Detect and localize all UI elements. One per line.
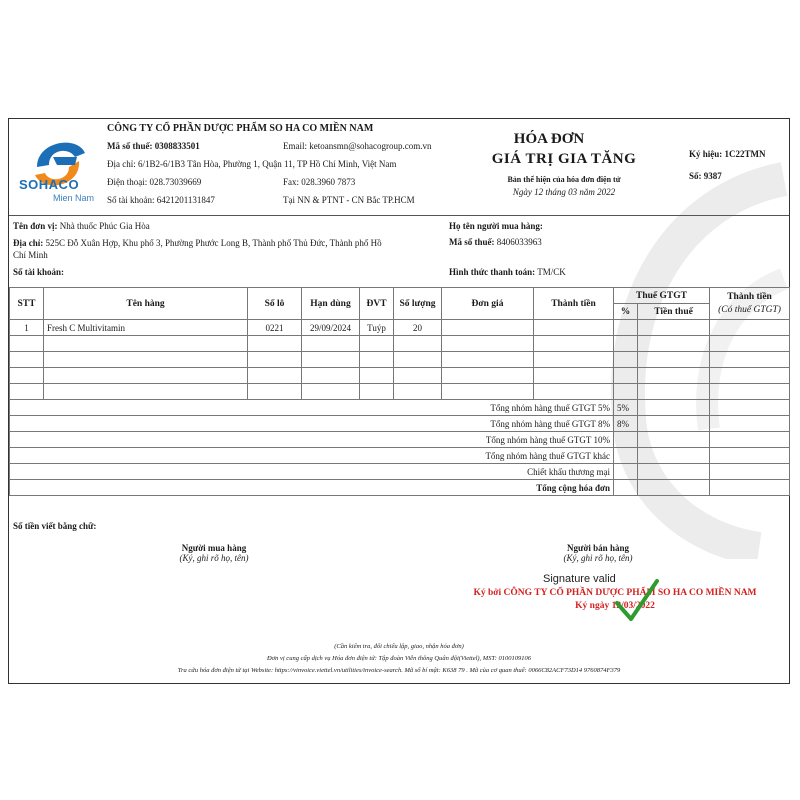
col-vat: Thuế GTGT: [614, 288, 710, 304]
seller-signature-note: (Ký, ghi rõ họ, tên): [563, 553, 633, 563]
summary-label: Tổng nhóm hàng thuế GTGT 8%: [44, 416, 614, 432]
summary-row-total: [10, 480, 790, 496]
buyer-address-line1: 525C Đỗ Xuân Hợp, Khu phố 3, Phường Phước Long B, Thành phố Thủ Đức, Thành phố Hồ: [45, 238, 382, 248]
col-amount: Thành tiền: [534, 288, 614, 320]
cell-vat-pct: [614, 320, 638, 336]
signature-valid-text: Signature valid: [543, 573, 616, 585]
invoice-sheet: [8, 118, 790, 684]
buyer-payment-label: Hình thức thanh toán:: [449, 267, 536, 277]
seller-signature-title: Người bán hàng: [567, 543, 629, 553]
footer-line-2: Đơn vị cung cấp dịch vụ Hóa đơn điện tử: Tập đoàn Viễn thông Quân đội(Viettel), MST: 0100109106: [266, 655, 532, 662]
cell-stt: 1: [10, 320, 44, 336]
col-vat-amount: Tiền thuế: [638, 304, 710, 320]
summary-pct: [614, 480, 638, 496]
col-name: Tên hàng: [44, 288, 248, 320]
cell-total: [710, 320, 790, 336]
cell-lot: 0221: [248, 320, 302, 336]
cell-price: [442, 320, 534, 336]
company-tax-label: Mã số thuế:: [107, 141, 153, 151]
seller-signature-block: [533, 543, 663, 563]
footer-line-1: (Cần kiểm tra, đối chiếu lập, giao, nhận hóa đơn): [334, 643, 464, 650]
company-address: Địa chỉ: 6/1B2-6/1B3 Tân Hòa, Phường 1, Quận 11, TP Hồ Chí Minh, Việt Nam: [107, 159, 397, 169]
cell-amount: [534, 320, 614, 336]
logo-subtext: Mien Nam: [53, 193, 95, 203]
summary-label: Tổng nhóm hàng thuế GTGT 10%: [44, 432, 614, 448]
summary-pct: 5%: [614, 400, 638, 416]
invoice-date: Ngày 12 tháng 03 năm 2022: [512, 187, 616, 197]
buyer-unit-label: Tên đơn vị:: [13, 221, 58, 231]
items-table: [9, 287, 790, 496]
summary-label: Tổng nhóm hàng thuế GTGT 5%: [44, 400, 614, 416]
invoice-header: [9, 119, 789, 216]
buyer-tax: [449, 237, 542, 247]
cell-vat-amount: [638, 320, 710, 336]
summary-row-discount: [10, 464, 790, 480]
invoice-symbol: Ký hiệu: 1C22TMN: [689, 149, 766, 159]
cell-unit: Tuýp: [360, 320, 394, 336]
company-bank: Tại NN & PTNT - CN Bắc TP.HCM: [283, 195, 415, 205]
buyer-tax-code: 8406033963: [496, 237, 542, 247]
col-price: Đơn giá: [442, 288, 534, 320]
buyer-unit: [13, 221, 150, 231]
summary-row-8: [10, 416, 790, 432]
invoice-subtitle: Bản thể hiện của hóa đơn điện tử: [507, 175, 621, 184]
footer-line-3: Tra cứu hóa đơn điện tử tại Website: https://vinvoice.viettel.vn/utilities/invoice-search. Mã số bí mật: K638 79 . Mã của cơ quan thuế: 0066C82ACF73D14 9760874F379: [177, 667, 621, 674]
col-vat-pct: %: [614, 304, 638, 320]
invoice-title: HÓA ĐƠN: [513, 131, 585, 147]
table-row-empty: [10, 352, 790, 368]
summary-pct: [614, 448, 638, 464]
buyer-tax-label: Mã số thuế:: [449, 237, 495, 247]
col-expiry: Hạn dùng: [302, 288, 360, 320]
buyer-signature-note: (Ký, ghi rõ họ, tên): [179, 553, 249, 563]
table-row-empty: [10, 384, 790, 400]
summary-row-5: [10, 400, 790, 416]
table-header-row: [10, 288, 790, 304]
company-phone: Điện thoại: 028.73039669: [107, 177, 202, 187]
buyer-account: [13, 267, 64, 277]
summary-label: Tổng nhóm hàng thuế GTGT khác: [44, 448, 614, 464]
logo-text: SOHACO: [19, 177, 80, 192]
buyer-signature-block: [149, 543, 279, 563]
company-tax-code: 0308833501: [154, 141, 200, 151]
col-total: [710, 288, 790, 320]
table-row: [10, 320, 790, 336]
buyer-address-label: Địa chỉ:: [13, 238, 44, 248]
summary-label: Tổng cộng hóa đơn: [44, 480, 614, 496]
cell-expiry: 29/09/2024: [302, 320, 360, 336]
col-stt: STT: [10, 288, 44, 320]
buyer-payment-value: TM/CK: [537, 267, 566, 277]
buyer-signature-title: Người mua hàng: [181, 543, 247, 553]
cell-qty: 20: [394, 320, 442, 336]
col-unit: ĐVT: [360, 288, 394, 320]
col-lot: Số lô: [248, 288, 302, 320]
buyer-payment: [449, 267, 566, 277]
invoice-title-2: GIÁ TRỊ GIA TĂNG: [491, 151, 637, 167]
cell-name: Fresh C Multivitamin: [44, 320, 248, 336]
buyer-address-line2: Chí Minh: [13, 250, 48, 260]
company-account: Số tài khoản: 6421201131847: [107, 195, 215, 205]
summary-pct: 8%: [614, 416, 638, 432]
col-qty: Số lượng: [394, 288, 442, 320]
summary-pct: [614, 432, 638, 448]
company-tax: [107, 141, 200, 151]
buyer-name: [449, 221, 543, 231]
table-row-empty: [10, 368, 790, 384]
table-row-empty: [10, 336, 790, 352]
checkmark-icon: [613, 577, 661, 625]
buyer-unit-value: Nhà thuốc Phúc Gia Hòa: [59, 221, 150, 231]
company-name: CÔNG TY CỔ PHẦN DƯỢC PHẨM SO HA CO MIỀN NAM: [107, 123, 374, 134]
buyer-name-label: Họ tên người mua hàng:: [449, 221, 543, 231]
buyer-account-label: Số tài khoản:: [13, 267, 65, 277]
company-email: Email: ketoansmn@sohacogroup.com.vn: [283, 141, 432, 151]
summary-row-other: [10, 448, 790, 464]
summary-row-10: [10, 432, 790, 448]
signed-date-text: Ký ngày 12/03/2022: [575, 601, 655, 611]
company-fax: Fax: 028.3960 7873: [283, 177, 356, 187]
signed-by-text: Ký bởi CÔNG TY CỔ PHẦN DƯỢC PHẨM SO HA CO MIỀN NAM: [473, 588, 757, 598]
col-total-label: Thành tiền: [727, 291, 772, 302]
summary-pct: [614, 464, 638, 480]
summary-label: Chiết khấu thương mại: [44, 464, 614, 480]
amount-in-words-label: Số tiền viết bằng chữ:: [13, 521, 97, 531]
col-total-sub: (Có thuế GTGT): [718, 304, 781, 315]
buyer-address: [13, 237, 443, 261]
invoice-number: Số: 9387: [689, 171, 722, 181]
